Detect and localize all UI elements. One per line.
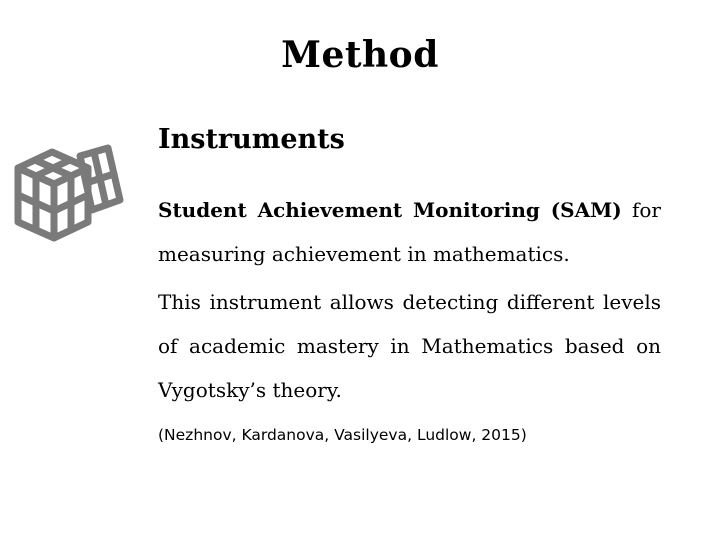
- cube-stack-icon: [10, 140, 130, 250]
- slide-content: [158, 122, 661, 448]
- instrument-purpose: for measuring achievement in mathematics.: [158, 198, 661, 266]
- instrument-detail: This instrument allows detecting different levels of academic mastery in Mathematics based on Vygotsky’s theory.: [158, 290, 661, 402]
- slide-title: Method: [281, 34, 439, 76]
- section-heading: Instruments: [158, 124, 345, 155]
- instrument-description: [158, 188, 661, 276]
- instrument-name: Student Achievement Monitoring (SAM): [158, 198, 622, 222]
- citation: (Nezhnov, Kardanova, Vasilyeva, Ludlow, 2015): [158, 426, 527, 444]
